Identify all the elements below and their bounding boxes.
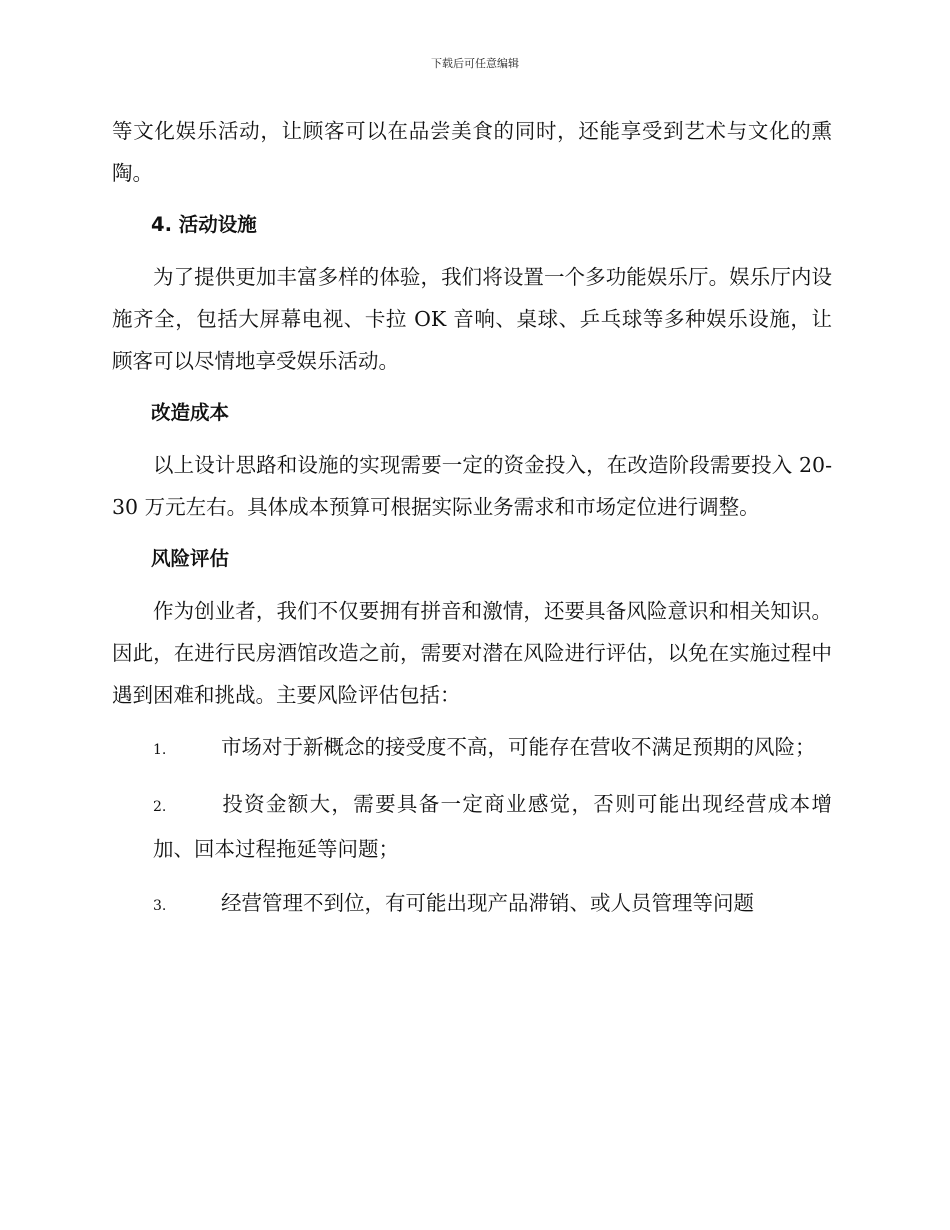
risk-list-item — [112, 726, 832, 771]
list-number: 3. — [153, 898, 167, 914]
document-body — [112, 110, 832, 939]
list-text: 投资金额大，需要具备一定商业感觉，否则可能出现经营成本增加、回本过程拖延等问题； — [153, 792, 832, 861]
list-number: 1. — [153, 742, 167, 758]
list-text: 经营管理不到位，有可能出现产品滞销、或人员管理等问题 — [221, 891, 754, 915]
risk-list-item — [112, 783, 832, 870]
paragraph-risk-assessment: 作为创业者，我们不仅要拥有拼音和激情，还要具备风险意识和相关知识。因此，在进行民房酒馆改造之前，需要对潜在风险进行评估，以免在实施过程中遇到困难和挑战。主要风险评估包括： — [112, 599, 832, 707]
paragraph-continuation: 等文化娱乐活动，让顾客可以在品尝美食的同时，还能享受到艺术与文化的熏陶。 — [112, 119, 832, 185]
paragraph-renovation-cost: 以上设计思路和设施的实现需要一定的资金投入，在改造阶段需要投入 20-30 万元左右。具体成本预算可根据实际业务需求和市场定位进行调整。 — [112, 453, 832, 519]
list-number: 2. — [153, 799, 167, 815]
heading-renovation-cost: 改造成本 — [151, 401, 230, 424]
heading-risk-assessment: 风险评估 — [151, 547, 230, 570]
risk-list-item — [112, 882, 832, 927]
heading-activity-facilities: 4. 活动设施 — [151, 213, 257, 236]
page-header: 下载后可任意编辑 — [431, 57, 519, 70]
paragraph-activity-facilities: 为了提供更加丰富多样的体验，我们将设置一个多功能娱乐厅。娱乐厅内设施齐全，包括大屏幕电视、卡拉 OK 音响、桌球、乒乓球等多种娱乐设施，让顾客可以尽情地享受娱乐活动。 — [112, 265, 832, 373]
list-text: 市场对于新概念的接受度不高，可能存在营收不满足预期的风险； — [221, 735, 816, 759]
